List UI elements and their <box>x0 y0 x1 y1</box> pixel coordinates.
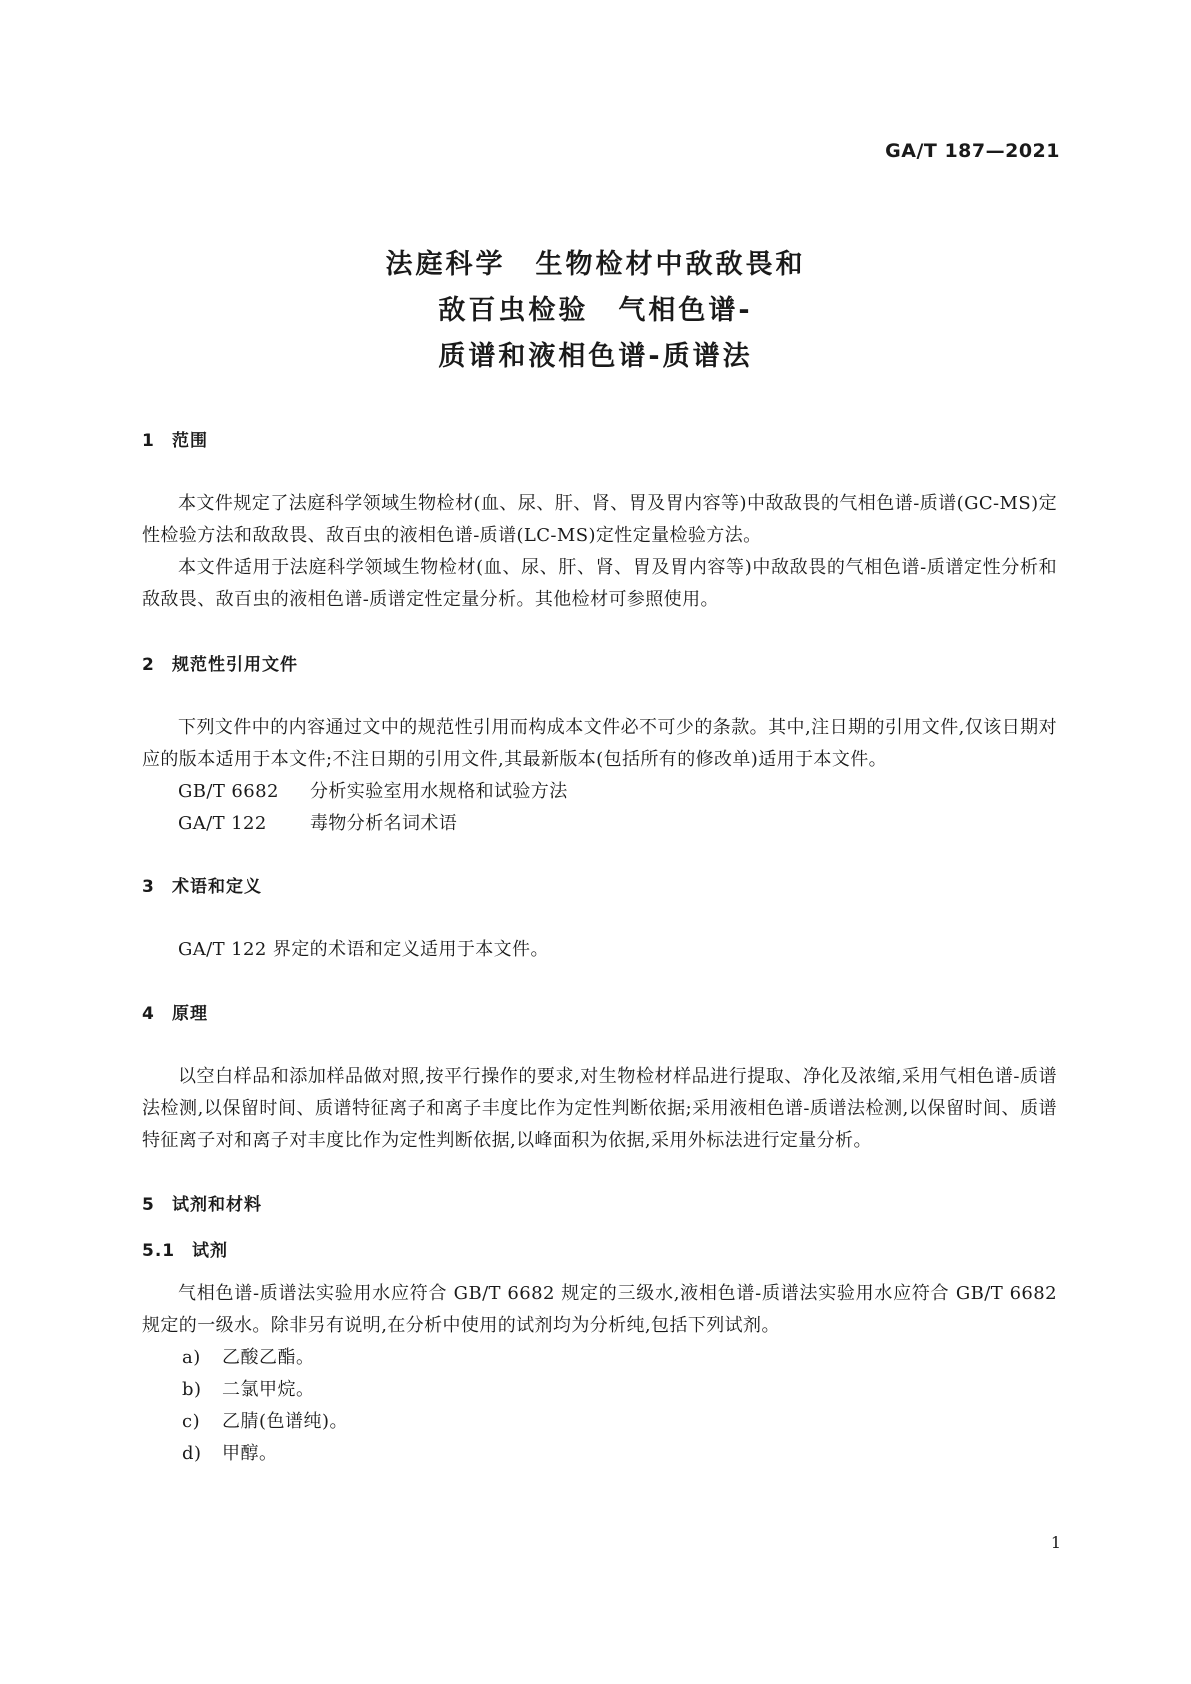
list-item <box>142 1374 1057 1406</box>
paragraph: GA/T 122 界定的术语和定义适用于本文件。 <box>178 939 549 960</box>
section-heading-normative-references <box>142 652 1057 678</box>
section-heading-scope <box>142 428 1057 454</box>
title-line-3: 质谱和液相色谱-质谱法 <box>438 341 753 372</box>
document-body <box>142 428 1057 1470</box>
section-number: 4 <box>142 1004 155 1024</box>
section-title: 术语和定义 <box>172 877 262 897</box>
list-item <box>142 1406 1057 1438</box>
subsection-title: 试剂 <box>192 1241 228 1261</box>
page-number: 1 <box>1050 1533 1061 1552</box>
section-heading-reagents-materials <box>142 1192 1057 1218</box>
list-item <box>142 1438 1057 1470</box>
section-number: 2 <box>142 655 155 675</box>
reference-item <box>142 776 1057 808</box>
paragraph: 下列文件中的内容通过文中的规范性引用而构成本文件必不可少的条款。其中,注日期的引用文件,仅该日期对应的版本适用于本文件;不注日期的引用文件,其最新版本(包括所有的修改单)适用于本文件。 <box>142 717 1057 770</box>
section-title: 范围 <box>172 431 208 451</box>
list-text: 甲醇。 <box>222 1443 278 1464</box>
paragraph: 本文件规定了法庭科学领域生物检材(血、尿、肝、肾、胃及胃内容等)中敌敌畏的气相色谱-质谱(GC-MS)定性检验方法和敌敌畏、敌百虫的液相色谱-质谱(LC-MS)定性定量检验方法。 <box>142 493 1057 546</box>
reference-title: 毒物分析名词术语 <box>310 813 458 834</box>
section-title: 原理 <box>172 1004 208 1024</box>
subsection-heading-reagents <box>142 1238 1057 1264</box>
section-heading-principle <box>142 1001 1057 1027</box>
list-label: d) <box>182 1443 202 1464</box>
section-title: 试剂和材料 <box>172 1195 262 1215</box>
list-item <box>142 1342 1057 1374</box>
list-text: 乙酸乙酯。 <box>222 1347 315 1368</box>
list-label: b) <box>182 1379 202 1400</box>
title-line-1: 法庭科学 生物检材中敌敌畏和 <box>385 249 806 280</box>
section-number: 5 <box>142 1195 155 1215</box>
document-title <box>0 242 1191 380</box>
section-title: 规范性引用文件 <box>172 655 298 675</box>
list-text: 乙腈(色谱纯)。 <box>222 1411 349 1432</box>
reference-code: GA/T 122 <box>178 813 267 834</box>
paragraph: 以空白样品和添加样品做对照,按平行操作的要求,对生物检材样品进行提取、净化及浓缩,采用气相色谱-质谱法检测,以保留时间、质谱特征离子和离子丰度比作为定性判断依据;采用液相色谱-质谱法检测,以保留时间、质谱特征离子对和离子对丰度比作为定性判断依据,以峰面积为依据,采用外标法进行定量分析。 <box>142 1066 1057 1151</box>
section-number: 1 <box>142 431 155 451</box>
title-line-2: 敌百虫检验 气相色谱- <box>438 295 753 326</box>
subsection-number: 5.1 <box>142 1241 176 1261</box>
paragraph: 气相色谱-质谱法实验用水应符合 GB/T 6682 规定的三级水,液相色谱-质谱法实验用水应符合 GB/T 6682 规定的一级水。除非另有说明,在分析中使用的试剂均为分析纯,包括下列试剂。 <box>142 1283 1057 1336</box>
section-number: 3 <box>142 877 155 897</box>
list-label: c) <box>182 1411 201 1432</box>
section-heading-terms <box>142 874 1057 900</box>
reference-item <box>142 808 1057 840</box>
list-label: a) <box>182 1347 201 1368</box>
list-text: 二氯甲烷。 <box>222 1379 315 1400</box>
paragraph: 本文件适用于法庭科学领域生物检材(血、尿、肝、肾、胃及胃内容等)中敌敌畏的气相色谱-质谱定性分析和敌敌畏、敌百虫的液相色谱-质谱定性定量分析。其他检材可参照使用。 <box>142 557 1057 610</box>
reference-code: GB/T 6682 <box>178 781 279 802</box>
document-code: GA/T 187—2021 <box>885 140 1060 162</box>
reference-title: 分析实验室用水规格和试验方法 <box>310 781 568 802</box>
